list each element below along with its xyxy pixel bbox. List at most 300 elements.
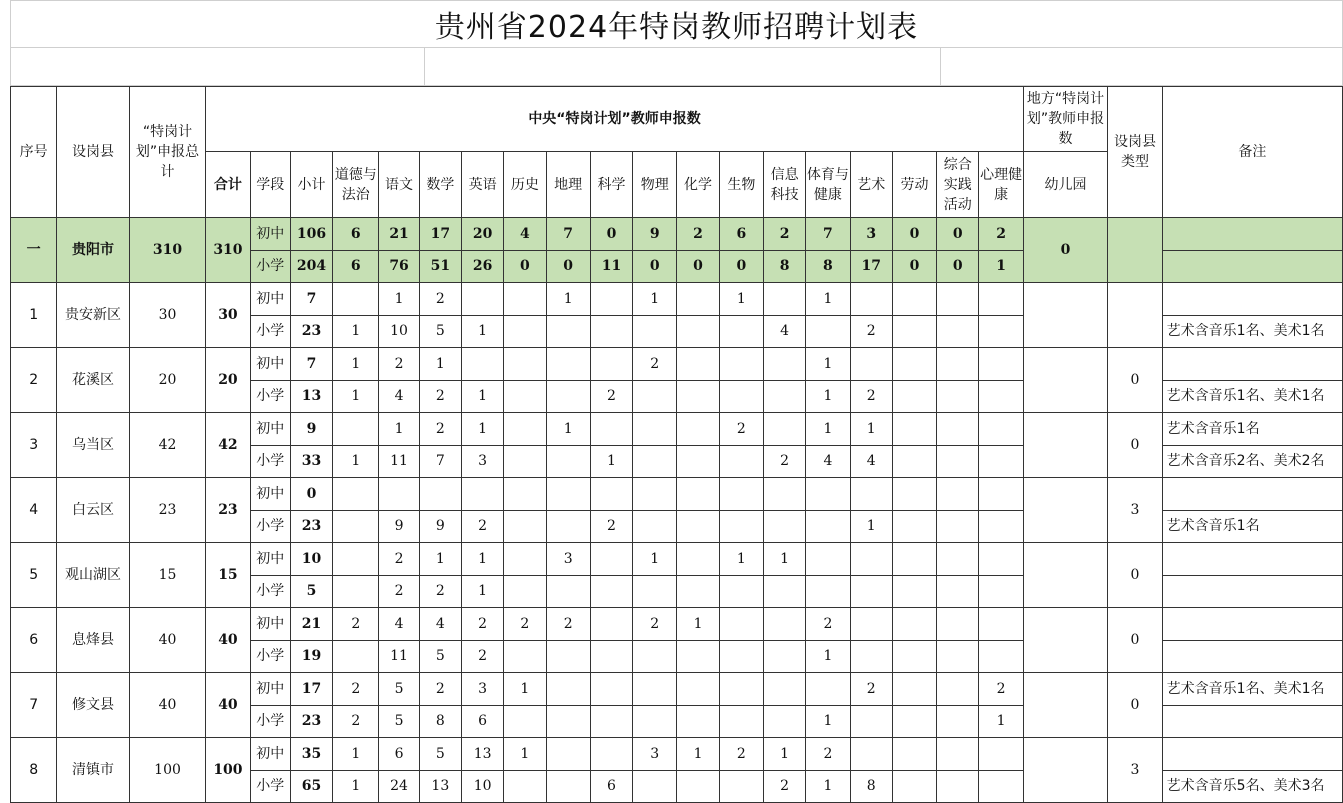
subject-count-cell: 9	[633, 218, 677, 251]
subject-count-cell: 2	[850, 380, 892, 413]
local-cell	[1023, 478, 1108, 543]
stage-cell: 初中	[250, 218, 290, 251]
subject-count-cell: 1	[419, 348, 461, 381]
subject-count-cell	[719, 770, 763, 803]
total-cell: 40	[129, 673, 206, 738]
remark-cell: 艺术含音乐1名	[1162, 413, 1342, 446]
subject-count-cell: 1	[379, 283, 419, 316]
subject-count-cell	[677, 510, 719, 543]
subject-count-cell: 1	[546, 283, 590, 316]
subject-count-cell: 8	[763, 250, 805, 283]
subject-count-cell	[850, 543, 892, 576]
subject-count-cell: 2	[719, 413, 763, 446]
county-cell: 观山湖区	[57, 543, 129, 608]
remark-cell	[1162, 543, 1342, 576]
page-title: 贵州省2024年特岗教师招聘计划表	[434, 10, 919, 45]
subject-count-cell	[677, 640, 719, 673]
subject-count-cell	[979, 640, 1023, 673]
header-subtotal: 小计	[290, 152, 332, 218]
subject-count-cell	[806, 673, 850, 706]
total-cell: 20	[129, 348, 206, 413]
subject-count-cell: 13	[419, 770, 461, 803]
subject-count-cell: 2	[763, 445, 805, 478]
subject-count-cell: 1	[806, 705, 850, 738]
total-cell: 100	[129, 738, 206, 803]
subject-count-cell: 24	[379, 770, 419, 803]
subject-count-cell: 0	[892, 250, 936, 283]
subject-count-cell: 2	[979, 673, 1023, 706]
subject-count-cell	[937, 413, 979, 446]
subject-count-cell: 21	[379, 218, 419, 251]
header-subject: 劳动	[892, 152, 936, 218]
subject-count-cell: 0	[937, 250, 979, 283]
subject-count-cell	[677, 413, 719, 446]
local-cell	[1023, 543, 1108, 608]
county-cell: 贵阳市	[57, 218, 129, 283]
subject-count-cell: 4	[379, 380, 419, 413]
subtotal-cell: 65	[290, 770, 332, 803]
subject-count-cell	[892, 608, 936, 641]
remark-cell: 艺术含音乐1名、美术1名	[1162, 315, 1342, 348]
subject-count-cell	[633, 510, 677, 543]
subject-count-cell	[937, 478, 979, 511]
subject-count-cell: 1	[979, 250, 1023, 283]
stage-cell: 初中	[250, 608, 290, 641]
header-subject: 艺术	[850, 152, 892, 218]
stage-cell: 小学	[250, 770, 290, 803]
subject-count-cell	[504, 380, 546, 413]
header-subject: 信息科技	[763, 152, 805, 218]
subject-count-cell	[633, 575, 677, 608]
stage-cell: 小学	[250, 315, 290, 348]
subject-count-cell	[979, 770, 1023, 803]
header-subject: 道德与法治	[333, 152, 379, 218]
subject-count-cell	[333, 478, 379, 511]
county-cell: 花溪区	[57, 348, 129, 413]
subject-count-cell	[719, 673, 763, 706]
type-cell: 0	[1108, 543, 1162, 608]
subject-count-cell: 1	[806, 380, 850, 413]
subject-count-cell: 1	[333, 348, 379, 381]
subject-count-cell: 2	[333, 608, 379, 641]
subject-count-cell: 2	[461, 608, 503, 641]
subject-count-cell: 1	[677, 608, 719, 641]
seq-cell: 1	[11, 283, 57, 348]
subject-count-cell	[333, 413, 379, 446]
subject-count-cell	[892, 575, 936, 608]
subject-count-cell	[850, 608, 892, 641]
subject-count-cell: 2	[677, 218, 719, 251]
subject-count-cell	[937, 640, 979, 673]
subject-count-cell	[677, 673, 719, 706]
subject-count-cell	[504, 348, 546, 381]
subject-count-cell	[590, 348, 632, 381]
subject-count-cell: 5	[379, 705, 419, 738]
subject-count-cell: 1	[461, 575, 503, 608]
subject-count-cell: 8	[806, 250, 850, 283]
blank-row	[10, 48, 1343, 86]
subject-count-cell: 1	[333, 315, 379, 348]
subject-count-cell: 3	[633, 738, 677, 771]
subject-count-cell	[806, 478, 850, 511]
subject-count-cell	[892, 478, 936, 511]
header-total-plan: “特岗计划”申报总计	[129, 87, 206, 218]
subject-count-cell	[333, 283, 379, 316]
subject-count-cell: 7	[419, 445, 461, 478]
header-subject: 英语	[461, 152, 503, 218]
subject-count-cell	[677, 770, 719, 803]
subject-count-cell	[633, 770, 677, 803]
subject-count-cell	[892, 445, 936, 478]
subject-count-cell: 1	[806, 283, 850, 316]
subject-count-cell	[763, 380, 805, 413]
subject-count-cell	[937, 770, 979, 803]
local-cell	[1023, 738, 1108, 803]
local-cell	[1023, 673, 1108, 738]
stage-cell: 初中	[250, 738, 290, 771]
subject-count-cell	[504, 413, 546, 446]
subject-count-cell	[892, 738, 936, 771]
subject-count-cell	[719, 640, 763, 673]
subject-count-cell	[892, 705, 936, 738]
subject-count-cell: 6	[333, 250, 379, 283]
subject-count-cell	[979, 738, 1023, 771]
subject-count-cell	[333, 575, 379, 608]
subject-count-cell	[937, 510, 979, 543]
subject-count-cell: 0	[892, 218, 936, 251]
subject-count-cell	[546, 770, 590, 803]
subject-count-cell: 6	[379, 738, 419, 771]
subtotal-cell: 204	[290, 250, 332, 283]
subject-count-cell: 6	[719, 218, 763, 251]
header-subject: 综合实践活动	[937, 152, 979, 218]
subject-count-cell: 2	[763, 770, 805, 803]
subject-count-cell	[546, 445, 590, 478]
header-subject: 化学	[677, 152, 719, 218]
subject-count-cell: 4	[504, 218, 546, 251]
subject-count-cell: 0	[504, 250, 546, 283]
header-subject: 地理	[546, 152, 590, 218]
blank-cell	[11, 48, 425, 85]
subject-count-cell	[979, 283, 1023, 316]
subject-count-cell: 1	[850, 510, 892, 543]
subject-count-cell	[937, 608, 979, 641]
subject-count-cell	[677, 315, 719, 348]
subject-count-cell	[763, 478, 805, 511]
subject-count-cell: 5	[379, 673, 419, 706]
subject-count-cell	[937, 543, 979, 576]
total-cell: 23	[129, 478, 206, 543]
subject-count-cell: 2	[419, 575, 461, 608]
table-row	[11, 283, 1343, 316]
subject-count-cell	[719, 380, 763, 413]
subject-count-cell	[504, 705, 546, 738]
subject-count-cell: 1	[333, 770, 379, 803]
seq-cell: 3	[11, 413, 57, 478]
subject-count-cell: 1	[333, 380, 379, 413]
subject-count-cell	[333, 510, 379, 543]
header-local: 地方“特岗计划”教师申报数	[1023, 87, 1108, 152]
subject-count-cell	[892, 510, 936, 543]
subject-count-cell: 5	[419, 738, 461, 771]
subject-count-cell	[850, 640, 892, 673]
subject-count-cell: 1	[763, 543, 805, 576]
blank-cell	[424, 48, 941, 85]
stage-cell: 小学	[250, 250, 290, 283]
subject-count-cell	[504, 283, 546, 316]
subject-count-cell: 0	[590, 218, 632, 251]
subject-count-cell	[379, 478, 419, 511]
header-subject: 物理	[633, 152, 677, 218]
subject-count-cell: 5	[419, 640, 461, 673]
subject-count-cell	[763, 640, 805, 673]
remark-cell: 艺术含音乐1名	[1162, 510, 1342, 543]
subject-count-cell	[504, 770, 546, 803]
subject-count-cell	[979, 575, 1023, 608]
table-row	[11, 543, 1343, 576]
type-cell: 0	[1108, 413, 1162, 478]
subject-count-cell: 0	[719, 250, 763, 283]
subject-count-cell	[546, 705, 590, 738]
subtotal-cell: 7	[290, 348, 332, 381]
subtotal-cell: 13	[290, 380, 332, 413]
sum-cell: 40	[206, 673, 250, 738]
header-subject: 心理健康	[979, 152, 1023, 218]
remark-cell: 艺术含音乐1名、美术1名	[1162, 380, 1342, 413]
stage-cell: 小学	[250, 380, 290, 413]
subject-count-cell	[504, 543, 546, 576]
subject-count-cell: 1	[763, 738, 805, 771]
header-central: 中央“特岗计划”教师申报数	[206, 87, 1023, 152]
subject-count-cell	[806, 510, 850, 543]
subject-count-cell: 1	[806, 413, 850, 446]
subject-count-cell	[590, 543, 632, 576]
table-row	[11, 738, 1343, 771]
recruitment-table	[10, 86, 1343, 803]
subject-count-cell	[677, 445, 719, 478]
seq-cell: 7	[11, 673, 57, 738]
type-cell: 0	[1108, 348, 1162, 413]
subject-count-cell: 9	[379, 510, 419, 543]
subject-count-cell	[677, 543, 719, 576]
subject-count-cell	[633, 380, 677, 413]
subject-count-cell	[504, 445, 546, 478]
subject-count-cell	[979, 413, 1023, 446]
subject-count-cell: 1	[461, 543, 503, 576]
subject-count-cell	[979, 510, 1023, 543]
header-county: 设岗县	[57, 87, 129, 218]
subject-count-cell	[677, 380, 719, 413]
remark-cell: 艺术含音乐1名、美术1名	[1162, 673, 1342, 706]
header-stage: 学段	[250, 152, 290, 218]
subject-count-cell	[333, 640, 379, 673]
subject-count-cell	[892, 413, 936, 446]
subject-count-cell	[677, 705, 719, 738]
subject-count-cell	[892, 283, 936, 316]
subject-count-cell: 2	[979, 218, 1023, 251]
county-cell: 清镇市	[57, 738, 129, 803]
subject-count-cell: 2	[806, 608, 850, 641]
subject-count-cell	[546, 510, 590, 543]
subject-count-cell	[763, 705, 805, 738]
header-kindergarten: 幼儿园	[1023, 152, 1108, 218]
subject-count-cell	[937, 575, 979, 608]
subject-count-cell	[504, 315, 546, 348]
subject-count-cell	[937, 445, 979, 478]
subject-count-cell	[979, 608, 1023, 641]
subject-count-cell	[590, 673, 632, 706]
type-cell	[1108, 218, 1162, 283]
subject-count-cell: 9	[419, 510, 461, 543]
sum-cell: 20	[206, 348, 250, 413]
subject-count-cell	[719, 445, 763, 478]
county-cell: 乌当区	[57, 413, 129, 478]
subject-count-cell: 1	[850, 413, 892, 446]
sum-cell: 42	[206, 413, 250, 478]
sum-cell: 100	[206, 738, 250, 803]
total-cell: 15	[129, 543, 206, 608]
subject-count-cell	[763, 510, 805, 543]
subject-count-cell	[979, 543, 1023, 576]
subject-count-cell: 3	[546, 543, 590, 576]
subject-count-cell: 11	[379, 445, 419, 478]
subject-count-cell: 2	[719, 738, 763, 771]
stage-cell: 小学	[250, 705, 290, 738]
subject-count-cell	[937, 673, 979, 706]
subject-count-cell	[546, 738, 590, 771]
subject-count-cell	[763, 413, 805, 446]
subject-count-cell	[806, 315, 850, 348]
type-cell: 3	[1108, 478, 1162, 543]
subtotal-cell: 17	[290, 673, 332, 706]
type-cell: 0	[1108, 673, 1162, 738]
subtotal-cell: 10	[290, 543, 332, 576]
seq-cell: 6	[11, 608, 57, 673]
subject-count-cell: 2	[333, 705, 379, 738]
subject-count-cell: 2	[419, 283, 461, 316]
sum-cell: 30	[206, 283, 250, 348]
subject-count-cell: 4	[806, 445, 850, 478]
subject-count-cell: 20	[461, 218, 503, 251]
subject-count-cell	[892, 770, 936, 803]
subject-count-cell	[979, 380, 1023, 413]
subject-count-cell	[719, 348, 763, 381]
subject-count-cell: 4	[419, 608, 461, 641]
remark-cell: 艺术含音乐5名、美术3名	[1162, 770, 1342, 803]
subject-count-cell: 0	[937, 218, 979, 251]
subject-count-cell	[633, 478, 677, 511]
subject-count-cell	[892, 380, 936, 413]
header-sum: 合计	[206, 152, 250, 218]
subject-count-cell: 6	[590, 770, 632, 803]
remark-cell	[1162, 738, 1342, 771]
subject-count-cell	[590, 705, 632, 738]
subject-count-cell: 13	[461, 738, 503, 771]
subject-count-cell: 51	[419, 250, 461, 283]
header-subject: 历史	[504, 152, 546, 218]
local-cell	[1023, 608, 1108, 673]
subject-count-cell	[633, 413, 677, 446]
remark-cell	[1162, 218, 1342, 251]
stage-cell: 初中	[250, 348, 290, 381]
subject-count-cell	[590, 413, 632, 446]
subject-count-cell	[850, 575, 892, 608]
subject-count-cell	[633, 445, 677, 478]
subtotal-cell: 35	[290, 738, 332, 771]
subtotal-cell: 5	[290, 575, 332, 608]
subject-count-cell: 1	[979, 705, 1023, 738]
subject-count-cell	[546, 640, 590, 673]
table-row	[11, 413, 1343, 446]
header-seq: 序号	[11, 87, 57, 218]
header-subject: 生物	[719, 152, 763, 218]
subject-count-cell	[979, 445, 1023, 478]
sum-cell: 310	[206, 218, 250, 283]
subject-count-cell: 1	[333, 445, 379, 478]
subject-count-cell: 2	[461, 640, 503, 673]
header-subject: 体育与健康	[806, 152, 850, 218]
remark-cell	[1162, 250, 1342, 283]
total-cell: 40	[129, 608, 206, 673]
subject-count-cell	[979, 478, 1023, 511]
subject-count-cell	[763, 673, 805, 706]
subject-count-cell	[633, 640, 677, 673]
subtotal-cell: 21	[290, 608, 332, 641]
subject-count-cell	[806, 543, 850, 576]
subject-count-cell: 17	[419, 218, 461, 251]
subject-count-cell	[892, 640, 936, 673]
header-subject: 语文	[379, 152, 419, 218]
header-county-type: 设岗县类型	[1108, 87, 1162, 218]
subtotal-cell: 106	[290, 218, 332, 251]
subject-count-cell	[937, 705, 979, 738]
subject-count-cell	[461, 478, 503, 511]
local-cell	[1023, 283, 1108, 348]
subject-count-cell: 2	[333, 673, 379, 706]
subject-count-cell: 1	[633, 543, 677, 576]
subtotal-cell: 23	[290, 315, 332, 348]
subject-count-cell	[763, 348, 805, 381]
subject-count-cell: 1	[806, 770, 850, 803]
subject-count-cell: 7	[546, 218, 590, 251]
subject-count-cell: 6	[461, 705, 503, 738]
subject-count-cell: 3	[461, 445, 503, 478]
seq-cell: 2	[11, 348, 57, 413]
remark-cell	[1162, 608, 1342, 641]
subject-count-cell: 2	[633, 608, 677, 641]
subject-count-cell	[892, 315, 936, 348]
subject-count-cell: 1	[546, 413, 590, 446]
subject-count-cell	[892, 673, 936, 706]
subject-count-cell	[937, 738, 979, 771]
subject-count-cell: 1	[719, 543, 763, 576]
title-bar	[10, 0, 1343, 48]
subject-count-cell: 2	[419, 380, 461, 413]
subject-count-cell: 17	[850, 250, 892, 283]
subject-count-cell	[850, 705, 892, 738]
subject-count-cell	[546, 348, 590, 381]
subject-count-cell	[590, 575, 632, 608]
stage-cell: 小学	[250, 445, 290, 478]
local-cell	[1023, 348, 1108, 413]
total-cell: 30	[129, 283, 206, 348]
subject-count-cell: 4	[850, 445, 892, 478]
subject-count-cell: 2	[379, 575, 419, 608]
subject-count-cell: 2	[806, 738, 850, 771]
subject-count-cell: 4	[379, 608, 419, 641]
header-subject: 科学	[590, 152, 632, 218]
subtotal-cell: 7	[290, 283, 332, 316]
